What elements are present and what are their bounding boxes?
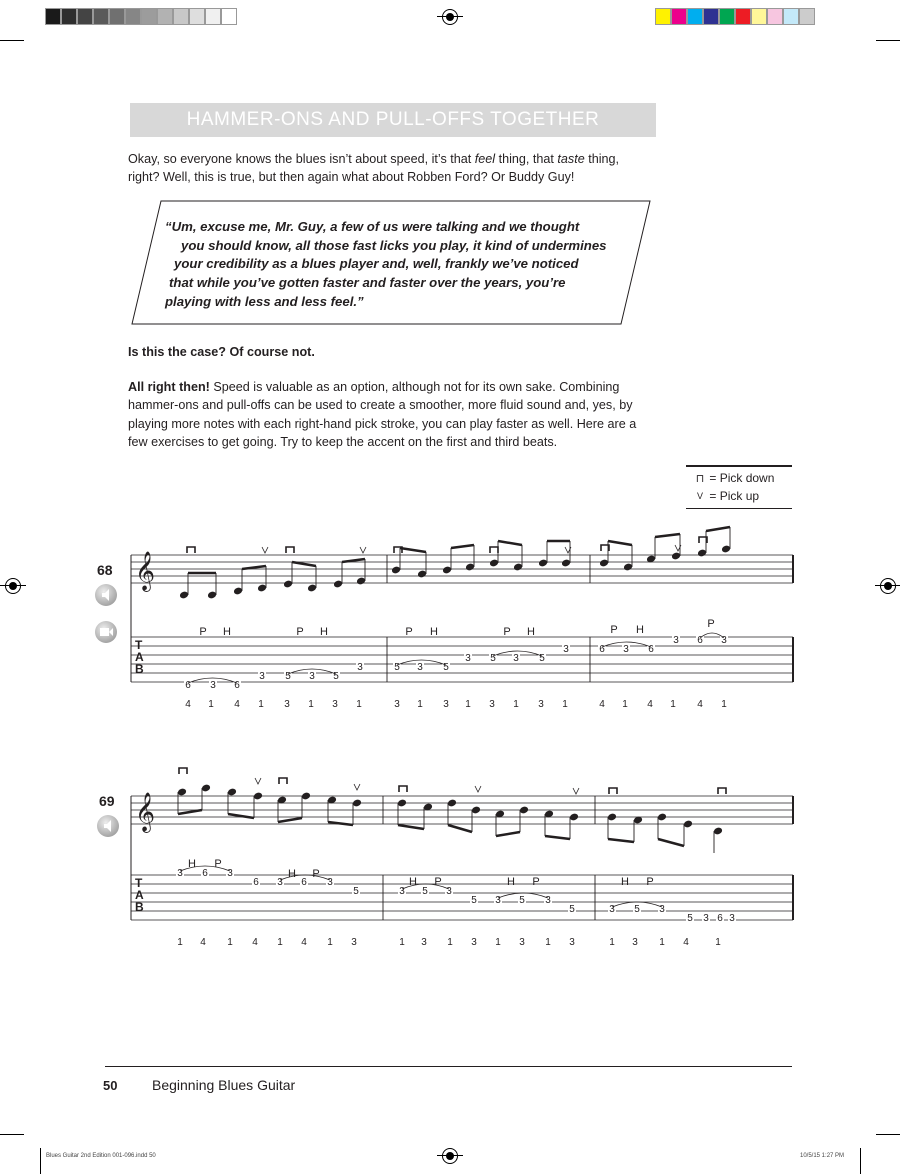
fingering-number: 3 [284, 699, 290, 710]
gray-swatch [141, 8, 157, 25]
pull-quote [165, 218, 635, 312]
tab-number: 3 [729, 913, 735, 924]
tab-number: 3 [513, 653, 519, 664]
technique-label: P [405, 626, 413, 638]
registration-mark-bottom [442, 1148, 458, 1164]
note-head [257, 584, 267, 593]
note-head [569, 813, 579, 822]
technique-label: P [610, 624, 618, 636]
tab-number: 5 [353, 886, 359, 897]
color-swatch [687, 8, 703, 25]
quote-text: that while you’ve gotten faster and faster over the years, you’re [169, 275, 566, 291]
tab-number: 3 [277, 877, 283, 888]
note-head [697, 549, 707, 558]
pick-up-icon [255, 778, 261, 784]
fingering-number: 1 [208, 699, 214, 710]
note-beam [658, 839, 684, 846]
fingering-number: 3 [421, 937, 427, 948]
tab-number: 3 [446, 886, 452, 897]
color-swatch [719, 8, 735, 25]
tab-number: 6 [697, 635, 703, 646]
tab-number: 3 [545, 895, 551, 906]
intro-text: Okay, so everyone knows the blues isn’t about speed, it’s that [128, 152, 475, 166]
note-head [179, 591, 189, 600]
tab-number: 6 [234, 680, 240, 691]
pick-down-icon [279, 778, 287, 784]
fingering-number: 3 [332, 699, 338, 710]
note-beam [292, 562, 316, 566]
tab-number: 3 [399, 886, 405, 897]
note-head [307, 584, 317, 593]
crop-mark [0, 1134, 24, 1135]
quote-name: Mr. Guy [274, 219, 323, 234]
note-head [333, 580, 343, 589]
pick-down-icon: ⊓ [695, 472, 705, 485]
crop-mark [876, 1134, 900, 1135]
fingering-number: 3 [538, 699, 544, 710]
fingering-number: 1 [562, 699, 568, 710]
music-system-ex68 [0, 525, 900, 725]
pick-up-icon [360, 547, 366, 553]
gray-swatch [205, 8, 221, 25]
pick-down-icon [286, 547, 294, 553]
tab-number: 6 [202, 868, 208, 879]
note-head [253, 792, 263, 801]
fingering-number: 3 [519, 937, 525, 948]
paragraph-text: hammer-ons and pull-offs can be used to create a smoother, more fluid sound and, yes, by [128, 398, 633, 413]
tab-number: 5 [285, 671, 291, 682]
fingering-number: 4 [185, 699, 191, 710]
paragraph-text: few exercises to get going. Try to keep the accent on the first and third beats. [128, 435, 558, 450]
section-title: HAMMER-ONS AND PULL-OFFS TOGETHER [130, 103, 656, 137]
technique-label: H [527, 626, 535, 638]
fingering-number: 1 [327, 937, 333, 948]
tab-number: 3 [417, 662, 423, 673]
note-head [671, 552, 681, 561]
note-head [657, 813, 667, 822]
tab-clef-letter: A [135, 650, 144, 664]
tab-number: 3 [623, 644, 629, 655]
fingering-number: 1 [308, 699, 314, 710]
gray-swatch [93, 8, 109, 25]
note-head [683, 820, 693, 829]
tab-number: 3 [465, 653, 471, 664]
fingering-number: 1 [513, 699, 519, 710]
tab-clef-letter: A [135, 888, 144, 902]
process-color-bar [655, 8, 815, 25]
pick-down-icon [399, 786, 407, 792]
paragraph-text: Speed is valuable as an option, although not for its own sake. Combining [209, 380, 620, 394]
tab-number: 3 [609, 904, 615, 915]
legend-pick-up-label: Pick up [719, 489, 760, 503]
example-number: 69 [99, 793, 115, 809]
tab-number: 6 [717, 913, 723, 924]
tab-number: 6 [648, 644, 654, 655]
fingering-number: 1 [417, 699, 423, 710]
question-line: Is this the case? Of course not. [128, 345, 315, 359]
fingering-number: 3 [443, 699, 449, 710]
tab-number: 3 [259, 671, 265, 682]
gray-swatch [125, 8, 141, 25]
note-beam [608, 839, 634, 842]
technique-label: P [434, 876, 442, 888]
gray-swatch [109, 8, 125, 25]
body-paragraph [128, 378, 793, 452]
technique-label: P [199, 626, 207, 638]
color-swatch [655, 8, 671, 25]
fingering-number: 4 [599, 699, 605, 710]
crop-mark [876, 40, 900, 41]
tab-number: 5 [422, 886, 428, 897]
paragraph-lead: All right then! [128, 380, 210, 394]
note-head [356, 577, 366, 586]
quote-text: , a few of us were talking and we thought [322, 219, 580, 234]
gray-swatch [45, 8, 61, 25]
note-beam [400, 548, 426, 552]
note-head [301, 792, 311, 801]
technique-label: P [532, 876, 540, 888]
note-beam [451, 545, 474, 548]
pick-down-icon [187, 547, 195, 553]
fingering-number: 4 [200, 937, 206, 948]
tab-number: 3 [357, 662, 363, 673]
tab-number: 3 [309, 671, 315, 682]
gray-swatch [77, 8, 93, 25]
tab-number: 5 [569, 904, 575, 915]
technique-label: H [223, 626, 231, 638]
example-number: 68 [97, 562, 113, 578]
tab-number: 5 [490, 653, 496, 664]
tab-clef-letter: B [135, 900, 144, 914]
pick-down-icon [609, 788, 617, 794]
fingering-number: 1 [177, 937, 183, 948]
color-swatch [751, 8, 767, 25]
quote-text: “Um, excuse me, [165, 219, 275, 234]
intro-text: thing, that [495, 152, 558, 166]
fingering-number: 3 [569, 937, 575, 948]
note-head [201, 784, 211, 793]
pick-up-icon [354, 784, 360, 790]
technique-label: H [188, 858, 196, 870]
intro-text: thing, [584, 152, 620, 166]
note-head [607, 813, 617, 822]
pick-down-icon [718, 788, 726, 794]
note-beam [398, 825, 424, 829]
note-beam [278, 818, 302, 822]
note-head [519, 806, 529, 815]
note-head [513, 563, 523, 572]
gray-swatch [157, 8, 173, 25]
tab-number: 3 [327, 877, 333, 888]
gray-swatch [221, 8, 237, 25]
note-head [538, 559, 548, 568]
tab-number: 6 [599, 644, 605, 655]
intro-emphasis-feel: feel [474, 152, 496, 166]
note-head [227, 788, 237, 797]
crop-mark [0, 40, 24, 41]
gray-swatch [61, 8, 77, 25]
legend-pick-down-label: Pick down [719, 471, 775, 485]
tab-number: 5 [634, 904, 640, 915]
tab-number: 3 [721, 635, 727, 646]
note-head [283, 580, 293, 589]
fingering-number: 4 [683, 937, 689, 948]
treble-clef: 𝄞 [135, 793, 156, 831]
pick-up-icon [262, 547, 268, 553]
note-head [561, 559, 571, 568]
tab-clef-letter: T [135, 876, 143, 890]
technique-label: H [320, 626, 328, 638]
color-swatch [703, 8, 719, 25]
fingering-number: 1 [609, 937, 615, 948]
pick-up-icon [573, 788, 579, 794]
fingering-number: 1 [670, 699, 676, 710]
pick-down-icon [490, 547, 498, 553]
intro-emphasis-taste: taste [557, 152, 585, 166]
note-head [623, 563, 633, 572]
tab-number: 3 [227, 868, 233, 879]
note-head [233, 587, 243, 596]
fingering-number: 1 [277, 937, 283, 948]
note-beam [545, 836, 570, 839]
note-beam [228, 814, 254, 818]
pick-legend [686, 465, 792, 509]
color-swatch [671, 8, 687, 25]
note-beam [706, 527, 730, 531]
fingering-number: 3 [351, 937, 357, 948]
running-title: Beginning Blues Guitar [152, 1077, 296, 1093]
fingering-number: 1 [227, 937, 233, 948]
intro-text: right? Well, this is true, but then again what about Robben Ford? Or Buddy Guy! [128, 170, 575, 185]
note-beam [655, 534, 680, 537]
tab-number: 3 [563, 644, 569, 655]
fingering-number: 1 [399, 937, 405, 948]
intro-paragraph [128, 150, 793, 187]
fingering-number: 3 [471, 937, 477, 948]
tab-number: 3 [673, 635, 679, 646]
fingering-number: 1 [447, 937, 453, 948]
quote-text: your credibility as a blues player and, well, frankly we’ve noticed [174, 256, 579, 272]
quote-text: playing with less and less feel.” [165, 293, 364, 309]
fingering-number: 1 [258, 699, 264, 710]
fingering-number: 1 [356, 699, 362, 710]
tab-number: 5 [687, 913, 693, 924]
note-head [471, 806, 481, 815]
note-head [447, 799, 457, 808]
pick-up-icon: V [696, 491, 703, 501]
note-beam [242, 566, 266, 569]
note-beam [328, 822, 353, 825]
fingering-number: 1 [659, 937, 665, 948]
technique-label: H [636, 624, 644, 636]
note-beam [342, 559, 365, 562]
crop-mark [860, 1148, 861, 1174]
fingering-number: 1 [495, 937, 501, 948]
note-beam [608, 541, 632, 545]
tab-number: 6 [301, 877, 307, 888]
technique-label: H [430, 626, 438, 638]
color-swatch [767, 8, 783, 25]
quote-text: you should know, all those fast licks you play, it kind of undermines [181, 237, 607, 253]
color-swatch [799, 8, 815, 25]
note-head [489, 559, 499, 568]
fingering-number: 1 [622, 699, 628, 710]
note-head [465, 563, 475, 572]
tab-number: 5 [519, 895, 525, 906]
fingering-number: 1 [465, 699, 471, 710]
technique-label: H [621, 876, 629, 888]
fingering-number: 4 [252, 937, 258, 948]
fingering-number: 4 [647, 699, 653, 710]
note-head [207, 591, 217, 600]
tab-number: 3 [659, 904, 665, 915]
note-head [391, 566, 401, 575]
tab-number: 5 [333, 671, 339, 682]
note-head [599, 559, 609, 568]
gray-swatch [173, 8, 189, 25]
technique-label: P [646, 876, 654, 888]
fingering-number: 4 [301, 937, 307, 948]
note-head [442, 566, 452, 575]
pick-down-icon [179, 768, 187, 774]
technique-label: H [409, 876, 417, 888]
note-beam [496, 832, 520, 836]
music-system-ex69 [0, 760, 900, 960]
tab-number: 3 [210, 680, 216, 691]
registration-mark-top [442, 9, 458, 25]
treble-clef: 𝄞 [135, 552, 156, 590]
technique-label: P [214, 858, 222, 870]
tab-number: 6 [185, 680, 191, 691]
tab-number: 5 [539, 653, 545, 664]
tab-number: 5 [471, 895, 477, 906]
note-head [721, 545, 731, 554]
note-beam [448, 825, 472, 832]
tab-clef-letter: B [135, 662, 144, 676]
fingering-number: 3 [394, 699, 400, 710]
paragraph-text: playing more notes with each right-hand pick stroke, you can play faster as well. Here are a [128, 416, 637, 431]
fingering-number: 3 [489, 699, 495, 710]
tab-number: 3 [177, 868, 183, 879]
tab-number: 3 [495, 895, 501, 906]
note-beam [498, 541, 522, 545]
tab-clef-letter: T [135, 638, 143, 652]
gray-swatch [189, 8, 205, 25]
pick-up-icon [475, 786, 481, 792]
technique-label: H [288, 868, 296, 880]
footer-rule [105, 1066, 792, 1067]
fingering-number: 1 [715, 937, 721, 948]
fingering-number: 4 [697, 699, 703, 710]
legend-equals: = [709, 471, 717, 485]
print-slug-left: Blues Guitar 2nd Edition 001-096.indd 50 [46, 1153, 156, 1159]
tab-number: 5 [394, 662, 400, 673]
fingering-number: 4 [234, 699, 240, 710]
technique-label: P [503, 626, 511, 638]
note-head [417, 570, 427, 579]
color-swatch [735, 8, 751, 25]
tab-number: 3 [703, 913, 709, 924]
fingering-number: 1 [721, 699, 727, 710]
note-head [713, 827, 723, 836]
legend-equals: = [709, 489, 717, 503]
fingering-number: 1 [545, 937, 551, 948]
technique-label: P [296, 626, 304, 638]
technique-label: P [312, 868, 320, 880]
tab-number: 6 [253, 877, 259, 888]
crop-mark [40, 1148, 41, 1174]
note-head [177, 788, 187, 797]
grayscale-bar [45, 8, 237, 25]
technique-label: H [507, 876, 515, 888]
print-slug-right: 10/5/15 1:27 PM [800, 1153, 845, 1159]
fingering-number: 3 [632, 937, 638, 948]
technique-label: P [707, 618, 715, 630]
note-head [397, 799, 407, 808]
note-beam [178, 810, 202, 814]
note-head [352, 799, 362, 808]
tab-number: 5 [443, 662, 449, 673]
color-swatch [783, 8, 799, 25]
page-number: 50 [103, 1078, 118, 1093]
